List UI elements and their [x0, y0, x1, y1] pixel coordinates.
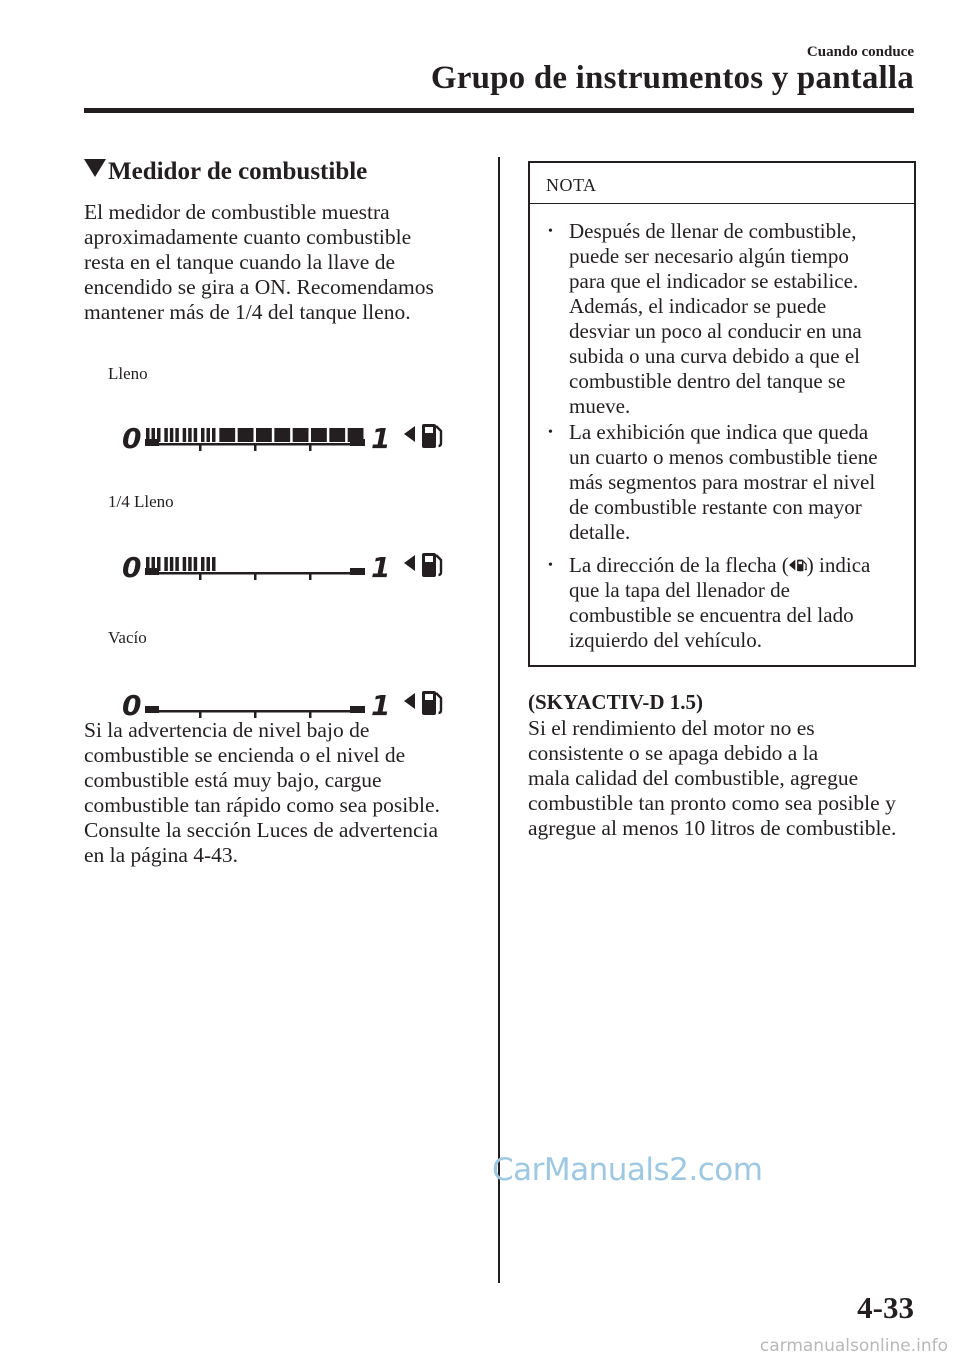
- gauge-fine-segment: [152, 557, 156, 571]
- skyactiv-line: mala calidad del combustible, agregue: [528, 766, 859, 790]
- intro-line: mantener más de 1/4 del tanque lleno.: [84, 300, 411, 324]
- nota-line: subida o una curva debido a que el: [569, 344, 860, 368]
- warning-line: combustible está muy bajo, cargue: [84, 768, 382, 792]
- intro-line: El medidor de combustible muestra: [84, 200, 390, 224]
- gauge-fine-segment: [194, 428, 198, 442]
- gauge-min-label: 0: [122, 422, 142, 455]
- gauge-segment: [311, 428, 327, 442]
- page-title: Grupo de instrumentos y pantalla: [430, 60, 914, 96]
- gauge-segment: [329, 428, 345, 442]
- nota-line: detalle.: [569, 520, 631, 544]
- nota-line: que la tapa del llenador de: [569, 578, 790, 602]
- intro-line: aproximadamente cuanto combustible: [84, 225, 412, 249]
- gauge-fine-segment: [201, 428, 205, 442]
- bullet-marker: •: [548, 224, 553, 239]
- gauge-label-empty: Vacío: [108, 628, 147, 647]
- gauge-fine-segment: [157, 428, 161, 442]
- nota-line: izquierdo del vehículo.: [569, 628, 763, 652]
- gauge-fine-segment: [188, 557, 192, 571]
- page-number: 4-33: [857, 1290, 914, 1325]
- skyactiv-paragraph: [528, 716, 896, 841]
- intro-line: encendido se gira a ON. Recomendamos: [84, 275, 434, 299]
- gauge-fine-segment: [175, 428, 179, 442]
- triangle-down-icon: [84, 159, 106, 177]
- watermark: CarManuals2.com: [492, 1152, 763, 1188]
- bullet-marker: •: [548, 425, 553, 440]
- gauge-fine-segment: [152, 428, 156, 442]
- gauge-label-quarter: 1/4 Lleno: [108, 492, 174, 511]
- fuel-arrow-icon: [789, 556, 807, 574]
- gauge-fine-segment: [175, 557, 179, 571]
- warning-line: Si la advertencia de nivel bajo de: [84, 718, 370, 742]
- gauge-tick: [199, 445, 202, 451]
- gauge-segment: [274, 428, 290, 442]
- gauge-tick: [309, 574, 312, 580]
- nota-line: desviar un poco al conducir en una: [569, 319, 862, 343]
- gauge-fine-segment: [146, 428, 150, 442]
- skyactiv-line: agregue al menos 10 litros de combustible.: [528, 816, 897, 840]
- gauge-label-full: Lleno: [108, 364, 148, 383]
- gauge-tick: [309, 445, 312, 451]
- gauge-segment: [256, 428, 272, 442]
- gauge-fine-segment: [212, 557, 216, 571]
- gauge-segment: [293, 428, 309, 442]
- gauge-fine-segment: [146, 557, 150, 571]
- nota-line: La exhibición que indica que queda: [569, 420, 869, 444]
- intro-paragraph: [84, 200, 434, 325]
- warning-line: en la página 4-43.: [84, 843, 239, 867]
- warning-line: Consulte la sección Luces de advertencia: [84, 818, 439, 842]
- fuel-pump-icon: [422, 553, 441, 577]
- gauge-segment: [348, 428, 364, 442]
- gauge-max-label: 1: [371, 551, 391, 584]
- skyactiv-line: Si el rendimiento del motor no es: [528, 716, 815, 740]
- nota-line: Además, el indicador se puede: [569, 294, 827, 318]
- nota-line: combustible se encuentra del lado: [569, 603, 854, 627]
- section-heading: [84, 158, 367, 186]
- nota-line: un cuarto o menos combustible tiene: [569, 445, 878, 469]
- arrow-left-icon: [404, 426, 415, 442]
- nota-line: puede ser necesario algún tiempo: [569, 244, 849, 268]
- warning-line: combustible se encienda o el nivel de: [84, 743, 406, 767]
- intro-line: resta en el tanque cuando la llave de: [84, 250, 396, 274]
- nota-line: combustible dentro del tanque se: [569, 369, 846, 393]
- gauge-fine-segment: [183, 428, 187, 442]
- fuel-pump-icon: [422, 424, 441, 448]
- header-section: Cuando conduce: [806, 44, 914, 60]
- arrow-left-icon: [404, 555, 415, 571]
- column-divider: [498, 157, 500, 1283]
- skyactiv-heading: (SKYACTIV-D 1.5): [528, 690, 704, 714]
- nota-line: [569, 553, 870, 578]
- gauge-end-block: [350, 706, 365, 713]
- gauge-tick: [254, 445, 257, 451]
- gauge-fine-segment: [183, 557, 187, 571]
- footer-site: carmanualsonline.info: [759, 1336, 948, 1356]
- nota-line: mueve.: [569, 394, 631, 418]
- arrow-left-icon: [404, 693, 415, 709]
- gauge-fine-segment: [207, 428, 211, 442]
- fuel-gauge-full: [120, 414, 465, 464]
- nota-line: para que el indicador se estabilice.: [569, 269, 859, 293]
- gauge-fine-segment: [212, 428, 216, 442]
- nota-divider: [530, 203, 914, 204]
- warning-line: combustible tan rápido como sea posible.: [84, 793, 440, 817]
- gauge-segment: [219, 428, 235, 442]
- gauge-max-label: 1: [371, 422, 391, 455]
- gauge-fine-segment: [194, 557, 198, 571]
- nota-box: [528, 161, 916, 667]
- gauge-fine-segment: [164, 428, 168, 442]
- gauge-tick: [254, 574, 257, 580]
- gauge-fine-segment: [170, 428, 174, 442]
- nota-line: de combustible restante con mayor: [569, 495, 862, 519]
- gauge-fine-segment: [207, 557, 211, 571]
- gauge-start-block: [145, 706, 159, 713]
- nota-title: NOTA: [546, 175, 597, 195]
- bullet-marker: •: [548, 558, 553, 573]
- gauge-min-label: 0: [122, 551, 142, 584]
- fuel-gauge-quarter: [120, 543, 465, 593]
- skyactiv-line: consistente o se apaga debido a la: [528, 741, 819, 765]
- gauge-fine-segment: [164, 557, 168, 571]
- gauge-tick: [199, 574, 202, 580]
- gauge-fine-segment: [157, 557, 161, 571]
- gauge-graphic: [120, 414, 465, 464]
- gauge-fine-segment: [201, 557, 205, 571]
- skyactiv-line: combustible tan pronto como sea posible y: [528, 791, 896, 815]
- gauge-fine-segment: [188, 428, 192, 442]
- fuel-pump-icon: [422, 691, 441, 715]
- nota-text: La dirección de la flecha (: [569, 553, 789, 577]
- nota-text: ) indica: [806, 553, 871, 577]
- gauge-segment: [238, 428, 254, 442]
- nota-line: Después de llenar de combustible,: [569, 219, 857, 243]
- gauge-end-block: [350, 568, 365, 575]
- section-heading-text: Medidor de combustible: [108, 158, 368, 185]
- header-rule: [84, 108, 914, 113]
- gauge-max-label: 1: [371, 689, 391, 722]
- nota-line: más segmentos para mostrar el nivel: [569, 470, 876, 494]
- gauge-fine-segment: [170, 557, 174, 571]
- warning-paragraph: [84, 718, 440, 868]
- gauge-min-label: 0: [122, 689, 142, 722]
- gauge-graphic: [120, 543, 465, 593]
